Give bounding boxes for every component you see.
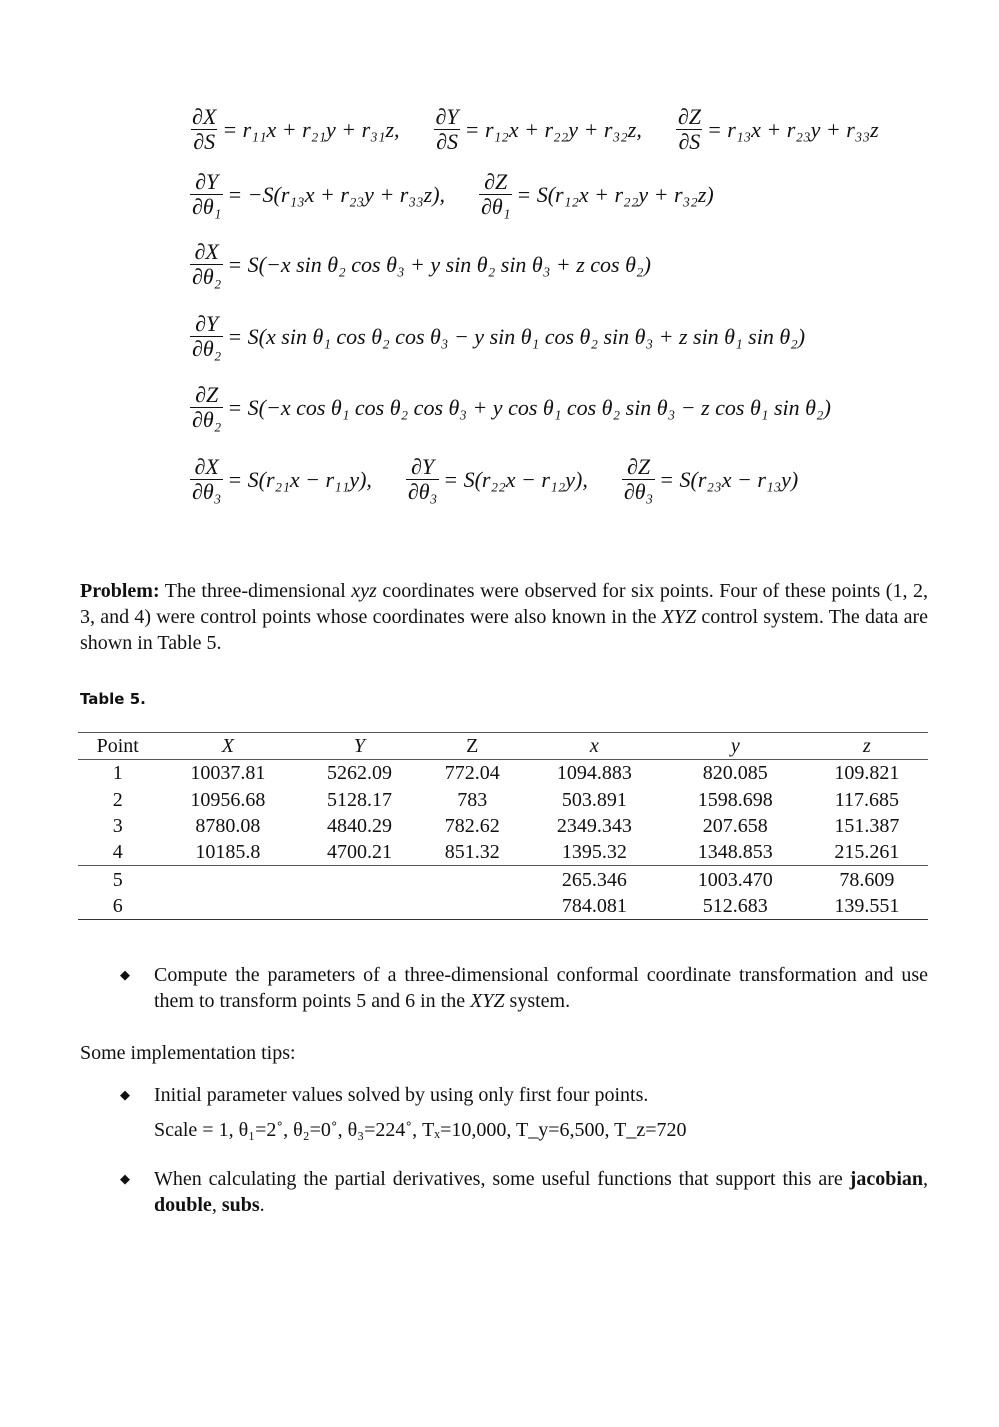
fraction: [434, 105, 461, 154]
numerator: ∂X: [194, 239, 219, 264]
table-caption: Table 5.: [80, 690, 146, 708]
fraction: [479, 170, 512, 219]
table-cell: [421, 866, 524, 893]
denominator: ∂θ₂: [192, 336, 222, 361]
table-cell: [157, 893, 298, 920]
table-cell: 6: [112, 894, 123, 917]
function-name: jacobian: [849, 1168, 923, 1190]
equation-rhs: = r₁₂x + r₂₂y + r₃₂z,: [464, 116, 642, 142]
fraction: [676, 105, 703, 154]
numerator: ∂Y: [195, 169, 219, 194]
table-cell: 207.658: [702, 815, 768, 838]
denominator: ∂S: [678, 129, 701, 154]
numerator: ∂Y: [411, 454, 435, 479]
tips-heading: Some implementation tips:: [80, 1042, 296, 1064]
table-cell: 215.261: [834, 841, 900, 864]
table-cell: [298, 866, 420, 893]
text: XYZ: [661, 606, 697, 628]
fraction: [406, 455, 439, 504]
equation-rhs: = −S(r₁₃x + r₂₃y + r₃₃z),: [227, 181, 446, 207]
equation-row: [190, 383, 865, 432]
denominator: ∂θ₂: [192, 407, 222, 432]
table-row: [78, 866, 928, 893]
text: Initial parameter values solved by using only first four points.: [154, 1084, 649, 1106]
problem-paragraph: [80, 578, 928, 656]
equation-rhs: = S(r₂₁x − r₁₁y),: [227, 466, 372, 492]
table-cell: 109.821: [834, 762, 900, 785]
table-cell: 3: [112, 815, 123, 838]
table-cell: 4840.29: [326, 815, 392, 838]
table-cell: 1094.883: [556, 762, 632, 785]
table-row: [78, 787, 928, 813]
table-cell: 10185.8: [195, 841, 261, 864]
col-Z: Z: [466, 735, 479, 758]
table-cell: 782.62: [444, 815, 500, 838]
text: xyz: [351, 580, 377, 602]
denominator: ∂θ₃: [407, 479, 438, 504]
fraction: [190, 170, 223, 219]
equation-row: [190, 455, 832, 504]
denominator: ∂θ₂: [192, 264, 222, 289]
equation-rhs: = r₁₁x + r₂₁y + r₃₁z,: [222, 116, 400, 142]
denominator: ∂θ₁: [481, 194, 511, 219]
function-name: subs: [221, 1194, 260, 1216]
equation-row: [190, 170, 748, 219]
table-cell: [298, 893, 420, 920]
table-cell: 772.04: [444, 762, 500, 785]
table-cell: 151.387: [834, 815, 900, 838]
text: coordinates were observed for six points. Four of these points (1, 2, 3, and 4) were control points whose coordinates were also known in the: [80, 580, 928, 628]
equation-row: [190, 105, 913, 154]
table-cell: 784.081: [561, 894, 627, 917]
numerator: ∂Z: [677, 104, 701, 129]
table-cell: 5262.09: [326, 762, 392, 785]
table-cell: 78.609: [839, 868, 895, 891]
numerator: ∂Z: [195, 382, 219, 407]
table-cell: 1003.470: [697, 868, 773, 891]
function-name: double: [154, 1194, 212, 1216]
table-cell: 1: [112, 762, 123, 785]
denominator: ∂S: [193, 129, 216, 154]
col-point: Point: [96, 735, 139, 758]
table-cell: [421, 893, 524, 920]
text: ,: [923, 1168, 928, 1190]
table-cell: 1348.853: [697, 841, 773, 864]
table-cell: 8780.08: [195, 815, 261, 838]
table-cell: 1395.32: [561, 841, 627, 864]
numerator: ∂Y: [435, 104, 459, 129]
table-cell: 820.085: [702, 762, 768, 785]
table-cell: 783: [457, 788, 488, 811]
equation-rhs: = S(−x cos θ₁ cos θ₂ cos θ₃ + y cos θ₁ cos θ₂ sin θ₃ − z cos θ₁ sin θ₂): [227, 394, 831, 420]
equation-rhs: = S(−x sin θ₂ cos θ₃ + y sin θ₂ sin θ₃ + z cos θ₂): [227, 251, 651, 277]
equation-rhs: = r₁₃x + r₂₃y + r₃₃z: [706, 116, 879, 142]
table-cell: 139.551: [834, 894, 900, 917]
numerator: ∂Z: [626, 454, 651, 479]
table-cell: 1598.698: [697, 788, 773, 811]
fraction: [190, 240, 223, 289]
denominator: ∂S: [436, 129, 458, 154]
text: Compute the parameters of a three-dimensional conformal coordinate transformation and use them to transform points 5 and 6 in the: [154, 964, 928, 1012]
table-header-row: [78, 733, 928, 760]
col-x: x: [589, 735, 599, 758]
fraction: [190, 312, 223, 361]
table-cell: 10956.68: [190, 788, 266, 811]
col-y: y: [730, 735, 740, 758]
table-cell: 117.685: [834, 788, 900, 811]
text: system.: [504, 990, 571, 1012]
table-cell: 503.891: [561, 788, 627, 811]
numerator: ∂Z: [484, 169, 508, 194]
data-table: [78, 732, 928, 920]
text: XYZ: [470, 990, 505, 1012]
table-cell: 265.346: [561, 868, 627, 891]
diamond-bullet-icon: ◆: [120, 967, 130, 982]
equation-rhs: = S(r₂₂x − r₁₂y),: [443, 466, 588, 492]
numerator: ∂Y: [195, 311, 219, 336]
numerator: ∂X: [192, 104, 217, 129]
fraction: [190, 105, 218, 154]
diamond-bullet-icon: ◆: [120, 1087, 130, 1102]
equation-row: [190, 312, 839, 361]
table-cell: 4700.21: [326, 841, 392, 864]
fraction: [190, 383, 223, 432]
initial-values-text: Scale = 1, θ₁=2˚, θ₂=0˚, θ₃=224˚, Tₓ=10,000, T_y=6,500, T_z=720: [154, 1119, 687, 1141]
table-cell: 4: [112, 841, 123, 864]
table-cell: [157, 866, 298, 893]
table-row: [78, 839, 928, 866]
equation-row: [190, 240, 685, 289]
denominator: ∂θ₃: [623, 479, 654, 504]
fraction: [622, 455, 655, 504]
equation-rhs: = S(x sin θ₁ cos θ₂ cos θ₃ − y sin θ₁ cos θ₂ sin θ₃ + z sin θ₁ sin θ₂): [227, 323, 806, 349]
diamond-bullet-icon: ◆: [120, 1171, 130, 1186]
numerator: ∂X: [194, 454, 219, 479]
table-cell: 512.683: [702, 894, 768, 917]
text: .: [259, 1194, 265, 1216]
problem-label: Problem:: [80, 580, 160, 602]
text: control system. The data are shown in Table 5.: [80, 606, 928, 654]
table-cell: 2: [112, 788, 123, 811]
fraction: [190, 455, 223, 504]
table-row: [78, 813, 928, 839]
denominator: ∂θ₃: [192, 479, 222, 504]
col-X: X: [221, 735, 234, 758]
table-row: [78, 893, 928, 920]
table-cell: 851.32: [444, 841, 500, 864]
equation-rhs: = S(r₂₃x − r₁₃y): [659, 466, 799, 492]
denominator: ∂θ₁: [192, 194, 222, 219]
table-cell: 10037.81: [190, 762, 266, 785]
text: ,: [211, 1194, 222, 1216]
table-cell: 2349.343: [556, 815, 632, 838]
text: The three-dimensional: [159, 580, 352, 602]
text: When calculating the partial derivatives, some useful functions that support this are: [154, 1168, 850, 1190]
equation-rhs: = S(r₁₂x + r₂₂y + r₃₂z): [516, 181, 714, 207]
table-cell: 5128.17: [326, 788, 392, 811]
col-Y: Y: [353, 735, 365, 758]
table-row: [78, 760, 928, 787]
col-z: z: [862, 735, 871, 758]
table-cell: 5: [112, 868, 123, 891]
